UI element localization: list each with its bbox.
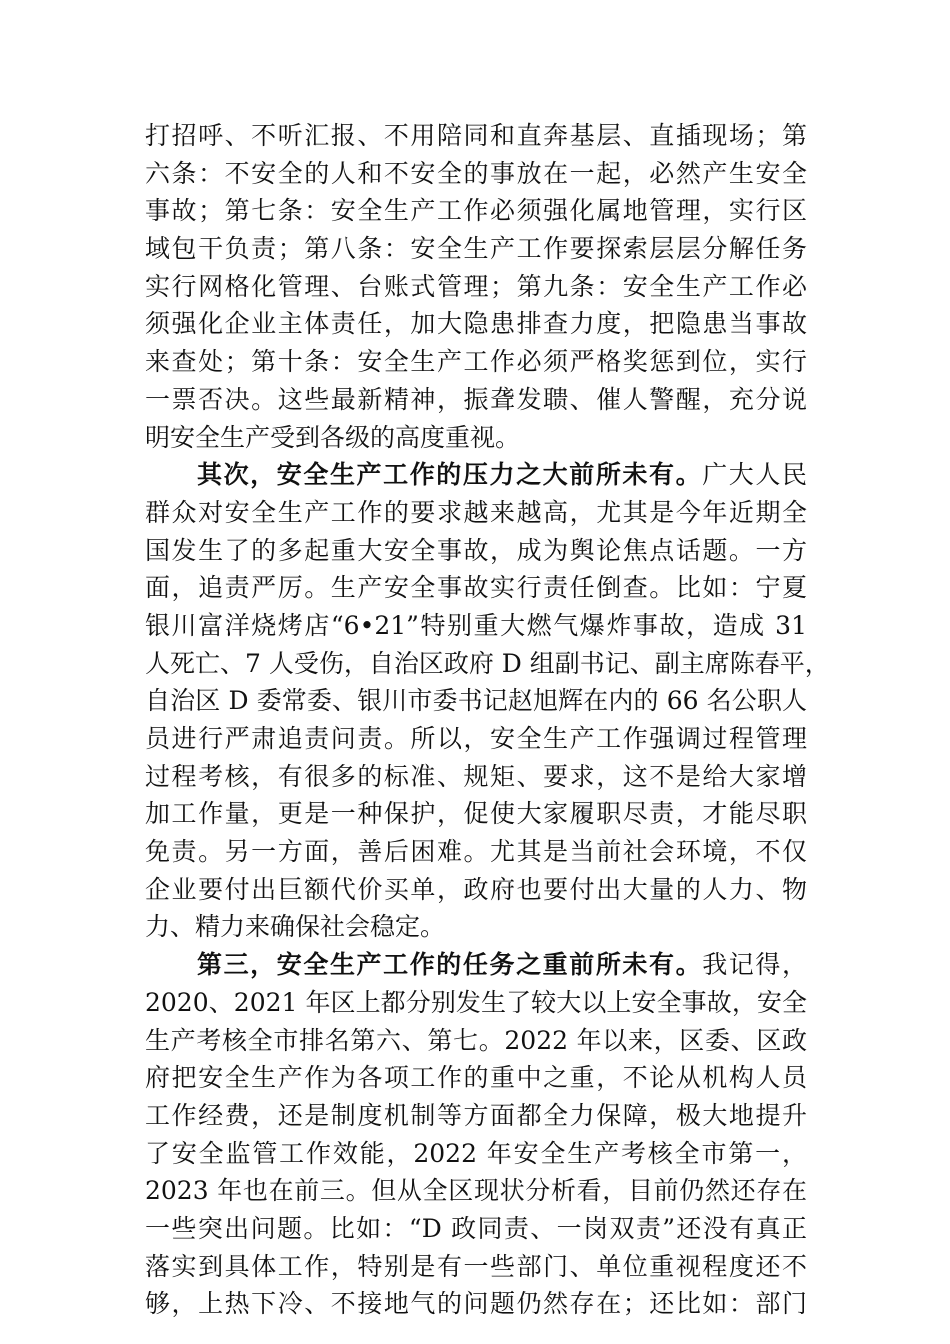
text-line: 加工作量，更是一种保护，促使大家履职尽责，才能尽职 [145,799,807,829]
text-line [145,456,807,494]
text-line: 须强化企业主体责任，加大隐患排查力度，把隐患当事故 [145,309,807,339]
text-line: 了安全监管工作效能，2022 年安全生产考核全市第一， [145,1138,807,1168]
text-line: 国发生了的多起重大安全事故，成为舆论焦点话题。一方 [145,535,807,565]
bold-heading: 第三，安全生产工作的任务之重前所未有。 [197,950,703,980]
text-line: 六条：不安全的人和不安全的事放在一起，必然产生安全 [145,158,807,188]
text-line: 2020、2021 年区上都分别发生了较大以上安全事故，安全 [145,987,807,1017]
text-line: 力、精力来确保社会稳定。 [145,912,446,942]
paragraph-p2 [145,456,830,946]
text-line: 一票否决。这些最新精神，振聋发聩、催人警醒，充分说 [145,384,807,414]
text-line: 员进行严肃追责问责。所以，安全生产工作强调过程管理 [145,724,807,753]
text-line: 生产考核全市排名第六、第七。2022 年以来，区委、区政 [145,1025,807,1055]
text-line: 域包干负责；第八条：安全生产工作要探索层层分解任务 [145,234,807,264]
text-line: 来查处；第十条：安全生产工作必须严格奖惩到位，实行 [145,347,807,377]
text-line: 过程考核，有很多的标准、规矩、要求，这不是给大家增 [145,761,807,791]
paragraph-p3 [145,946,807,1323]
text-line: 面，追责严厉。生产安全事故实行责任倒查。比如：宁夏 [145,573,807,603]
text-line: 打招呼、不听汇报、不用陪同和直奔基层、直插现场；第 [145,121,807,150]
text-line: 实行网格化管理、台账式管理；第九条：安全生产工作必 [145,271,807,301]
text-line: 府把安全生产作为各项工作的重中之重，不论从机构人员 [145,1063,807,1093]
text-line: 够，上热下冷、不接地气的问题仍然存在；还比如：部门 [145,1289,807,1319]
text-line: 2023 年也在前三。但从全区现状分析看，目前仍然还存在 [145,1176,807,1206]
document-page [145,117,830,1323]
paragraph-p1 [145,117,807,456]
text-line: 人死亡、7 人受伤，自治区政府 D 组副书记、副主席陈春平， [145,648,830,678]
text-run: 我记得， [702,950,807,980]
text-line: 事故；第七条：安全生产工作必须强化属地管理，实行区 [145,196,807,226]
text-line: 工作经费，还是制度机制等方面都全力保障，极大地提升 [145,1100,807,1130]
text-line: 企业要付出巨额代价买单，政府也要付出大量的人力、物 [145,874,807,904]
text-run: 广大人民 [702,460,807,490]
text-line [145,946,807,984]
bold-heading: 其次，安全生产工作的压力之大前所未有。 [197,460,703,490]
text-line: 免责。另一方面，善后困难。尤其是当前社会环境，不仅 [145,837,807,867]
text-line: 明安全生产受到各级的高度重视。 [145,422,521,452]
text-line: 自治区 D 委常委、银川市委书记赵旭辉在内的 66 名公职人 [145,686,807,716]
text-line: 落实到具体工作，特别是有一些部门、单位重视程度还不 [145,1251,807,1281]
text-line: 群众对安全生产工作的要求越来越高，尤其是今年近期全 [145,497,807,527]
text-line: 一些突出问题。比如：“D 政同责、一岗双责”还没有真正 [145,1213,807,1243]
text-line: 银川富洋烧烤店“6•21”特别重大燃气爆炸事故，造成 31 [145,610,807,640]
